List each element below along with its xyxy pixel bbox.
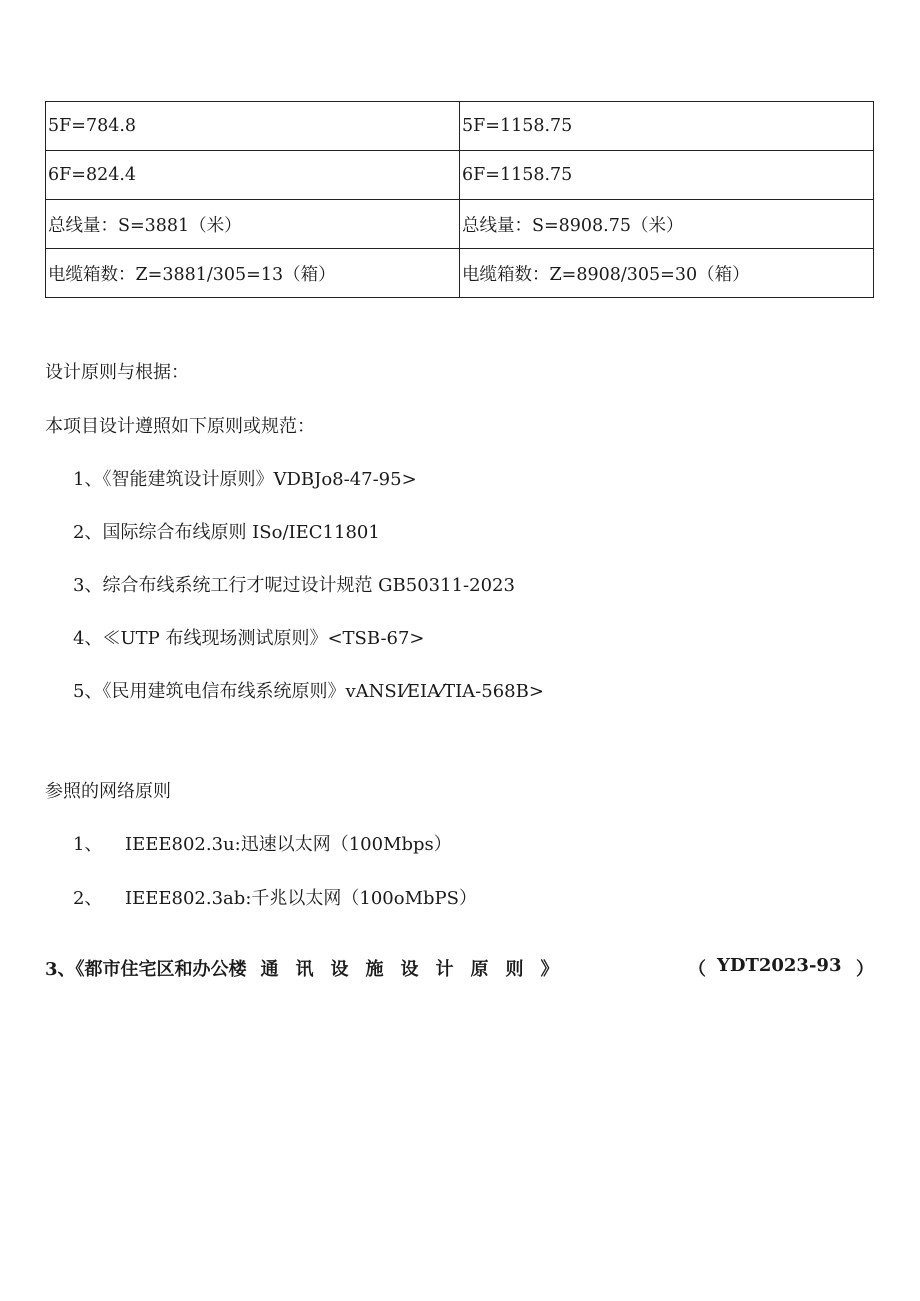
bold-standard-line bbox=[45, 955, 875, 981]
table-cell: 总线量：S=8908.75（米） bbox=[460, 200, 874, 249]
cable-quantity-table bbox=[45, 101, 874, 298]
table-row bbox=[46, 200, 874, 249]
table-cell: 6F=824.4 bbox=[46, 151, 460, 200]
list-item: 3、综合布线系统工行才呢过设计规范 GB50311-2023 bbox=[73, 575, 515, 596]
list-item-text: IEEE802.3u:迅速以太网（100Mbps） bbox=[125, 834, 452, 855]
table-cell: 电缆箱数：Z=8908/305=30（箱） bbox=[460, 249, 874, 298]
table-cell: 6F=1158.75 bbox=[460, 151, 874, 200]
list-item: 2、国际综合布线原则 ISo/IEC11801 bbox=[73, 522, 380, 543]
table-row bbox=[46, 249, 874, 298]
table-cell: 5F=1158.75 bbox=[460, 102, 874, 151]
table-cell: 5F=784.8 bbox=[46, 102, 460, 151]
table-row bbox=[46, 151, 874, 200]
table-row bbox=[46, 102, 874, 151]
list-item-text: IEEE802.3ab:千兆以太网（100oMbPS） bbox=[125, 888, 477, 909]
table-cell: 电缆箱数：Z=3881/305=13（箱） bbox=[46, 249, 460, 298]
network-heading: 参照的网络原则 bbox=[45, 781, 171, 802]
list-item: 1、《智能建筑设计原则》VDBJo8-47-95> bbox=[73, 469, 417, 490]
basis-intro: 本项目设计遵照如下原则或规范： bbox=[45, 416, 315, 437]
list-item bbox=[73, 830, 452, 856]
list-item-number: 2、 bbox=[73, 888, 103, 909]
bold-line-title: 3、《都市住宅区和办公楼 bbox=[45, 959, 247, 980]
bold-line-paren-open: （ bbox=[688, 959, 706, 980]
bold-line-code: YDT2023-93 bbox=[717, 955, 842, 976]
bold-line-paren-close: ） bbox=[856, 959, 874, 980]
list-item-number: 1、 bbox=[73, 834, 103, 855]
list-item: 5、《民用建筑电信布线系统原则》vANSI⁄EIA⁄TIA-568B> bbox=[73, 681, 544, 702]
basis-heading: 设计原则与根据： bbox=[45, 362, 189, 383]
list-item: 4、≪UTP 布线现场测试原则》<TSB-67> bbox=[73, 628, 425, 649]
bold-line-spaced-title: 通讯设施设计原则》 bbox=[260, 959, 576, 980]
list-item bbox=[73, 884, 477, 910]
table-cell: 总线量：S=3881（米） bbox=[46, 200, 460, 249]
